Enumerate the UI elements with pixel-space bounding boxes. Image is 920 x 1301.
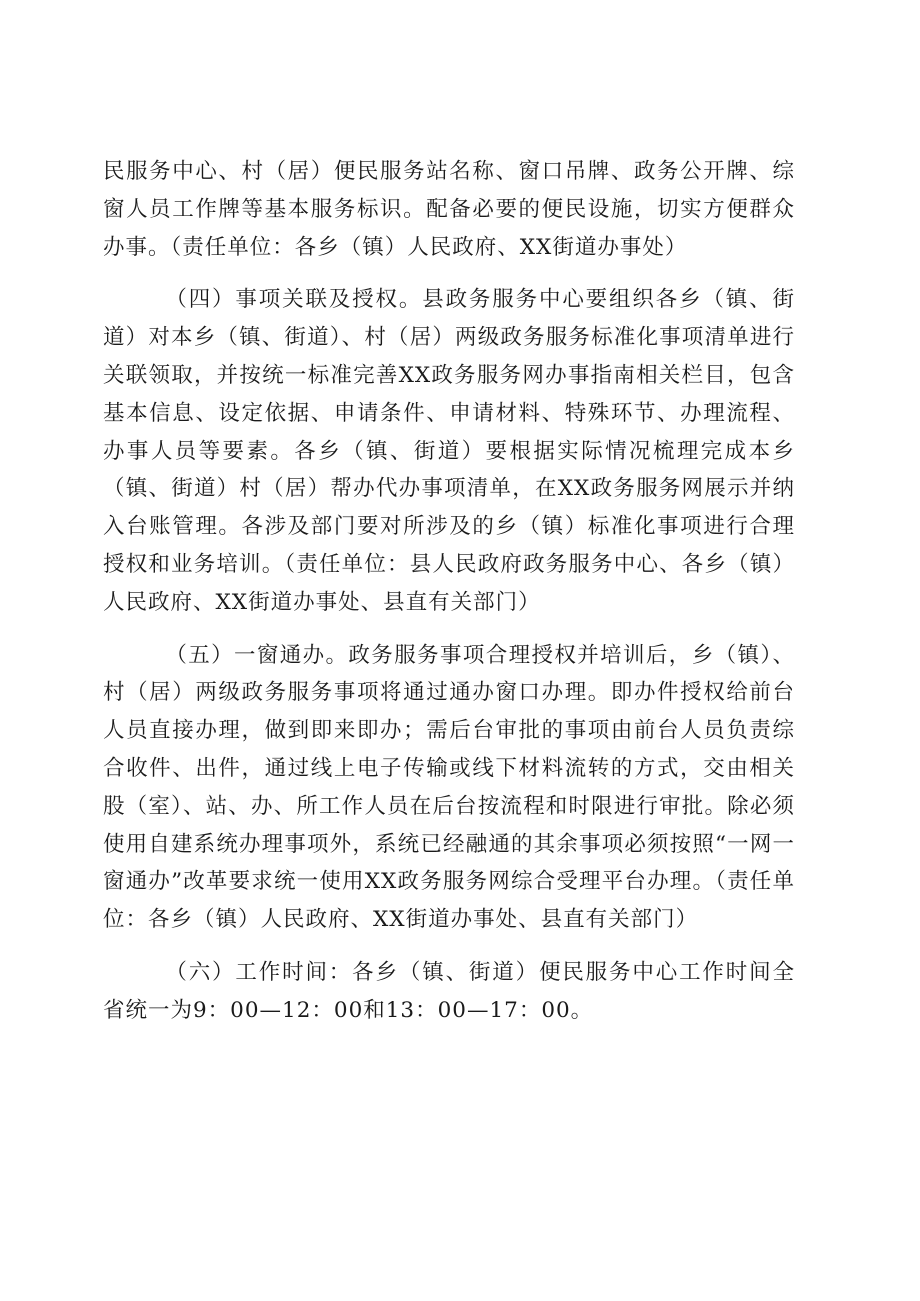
- document-body: [103, 153, 795, 1030]
- paragraph-item-5: （五）一窗通办。政务服务事项合理授权并培训后，乡（镇）、村（居）两级政务服务事项将通过通办窗口办理。即办件授权给前台人员直接办理，做到即来即办；需后台审批的事项由前台人员负责综合收件、出件，通过线上电子传输或线下材料流转的方式，交由相关股（室）、站、办、所工作人员在后台按流程和时限进行审批。除必须使用自建系统办理事项外，系统已经融通的其余事项必须按照“一网一窗通办”改革要求统一使用XX政务服务网综合受理平台办理。（责任单位：各乡（镇）人民政府、XX街道办事处、县直有关部门）: [103, 642, 795, 933]
- paragraph-item-4: （四）事项关联及授权。县政务服务中心要组织各乡（镇、街道）对本乡（镇、街道）、村（居）两级政务服务标准化事项清单进行关联领取，并按统一标准完善XX政务服务网办事指南相关栏目，包含基本信息、设定依据、申请条件、申请材料、特殊环节、办理流程、办事人员等要素。各乡（镇、街道）要根据实际情况梳理完成本乡（镇、街道）村（居）帮办代办事项清单，在XX政务服务网展示并纳入台账管理。各涉及部门要对所涉及的乡（镇）标准化事项进行合理授权和业务培训。（责任单位：县人民政府政务服务中心、各乡（镇）人民政府、XX街道办事处、县直有关部门）: [103, 287, 795, 615]
- paragraph-continuation: 民服务中心、村（居）便民服务站名称、窗口吊牌、政务公开牌、综窗人员工作牌等基本服务标识。配备必要的便民设施，切实方便群众办事。（责任单位：各乡（镇）人民政府、XX街道办事处）: [103, 159, 795, 260]
- paragraph-item-6: （六）工作时间：各乡（镇、街道）便民服务中心工作时间全省统一为9：00—12：00和13：00—17：00。: [103, 959, 795, 1023]
